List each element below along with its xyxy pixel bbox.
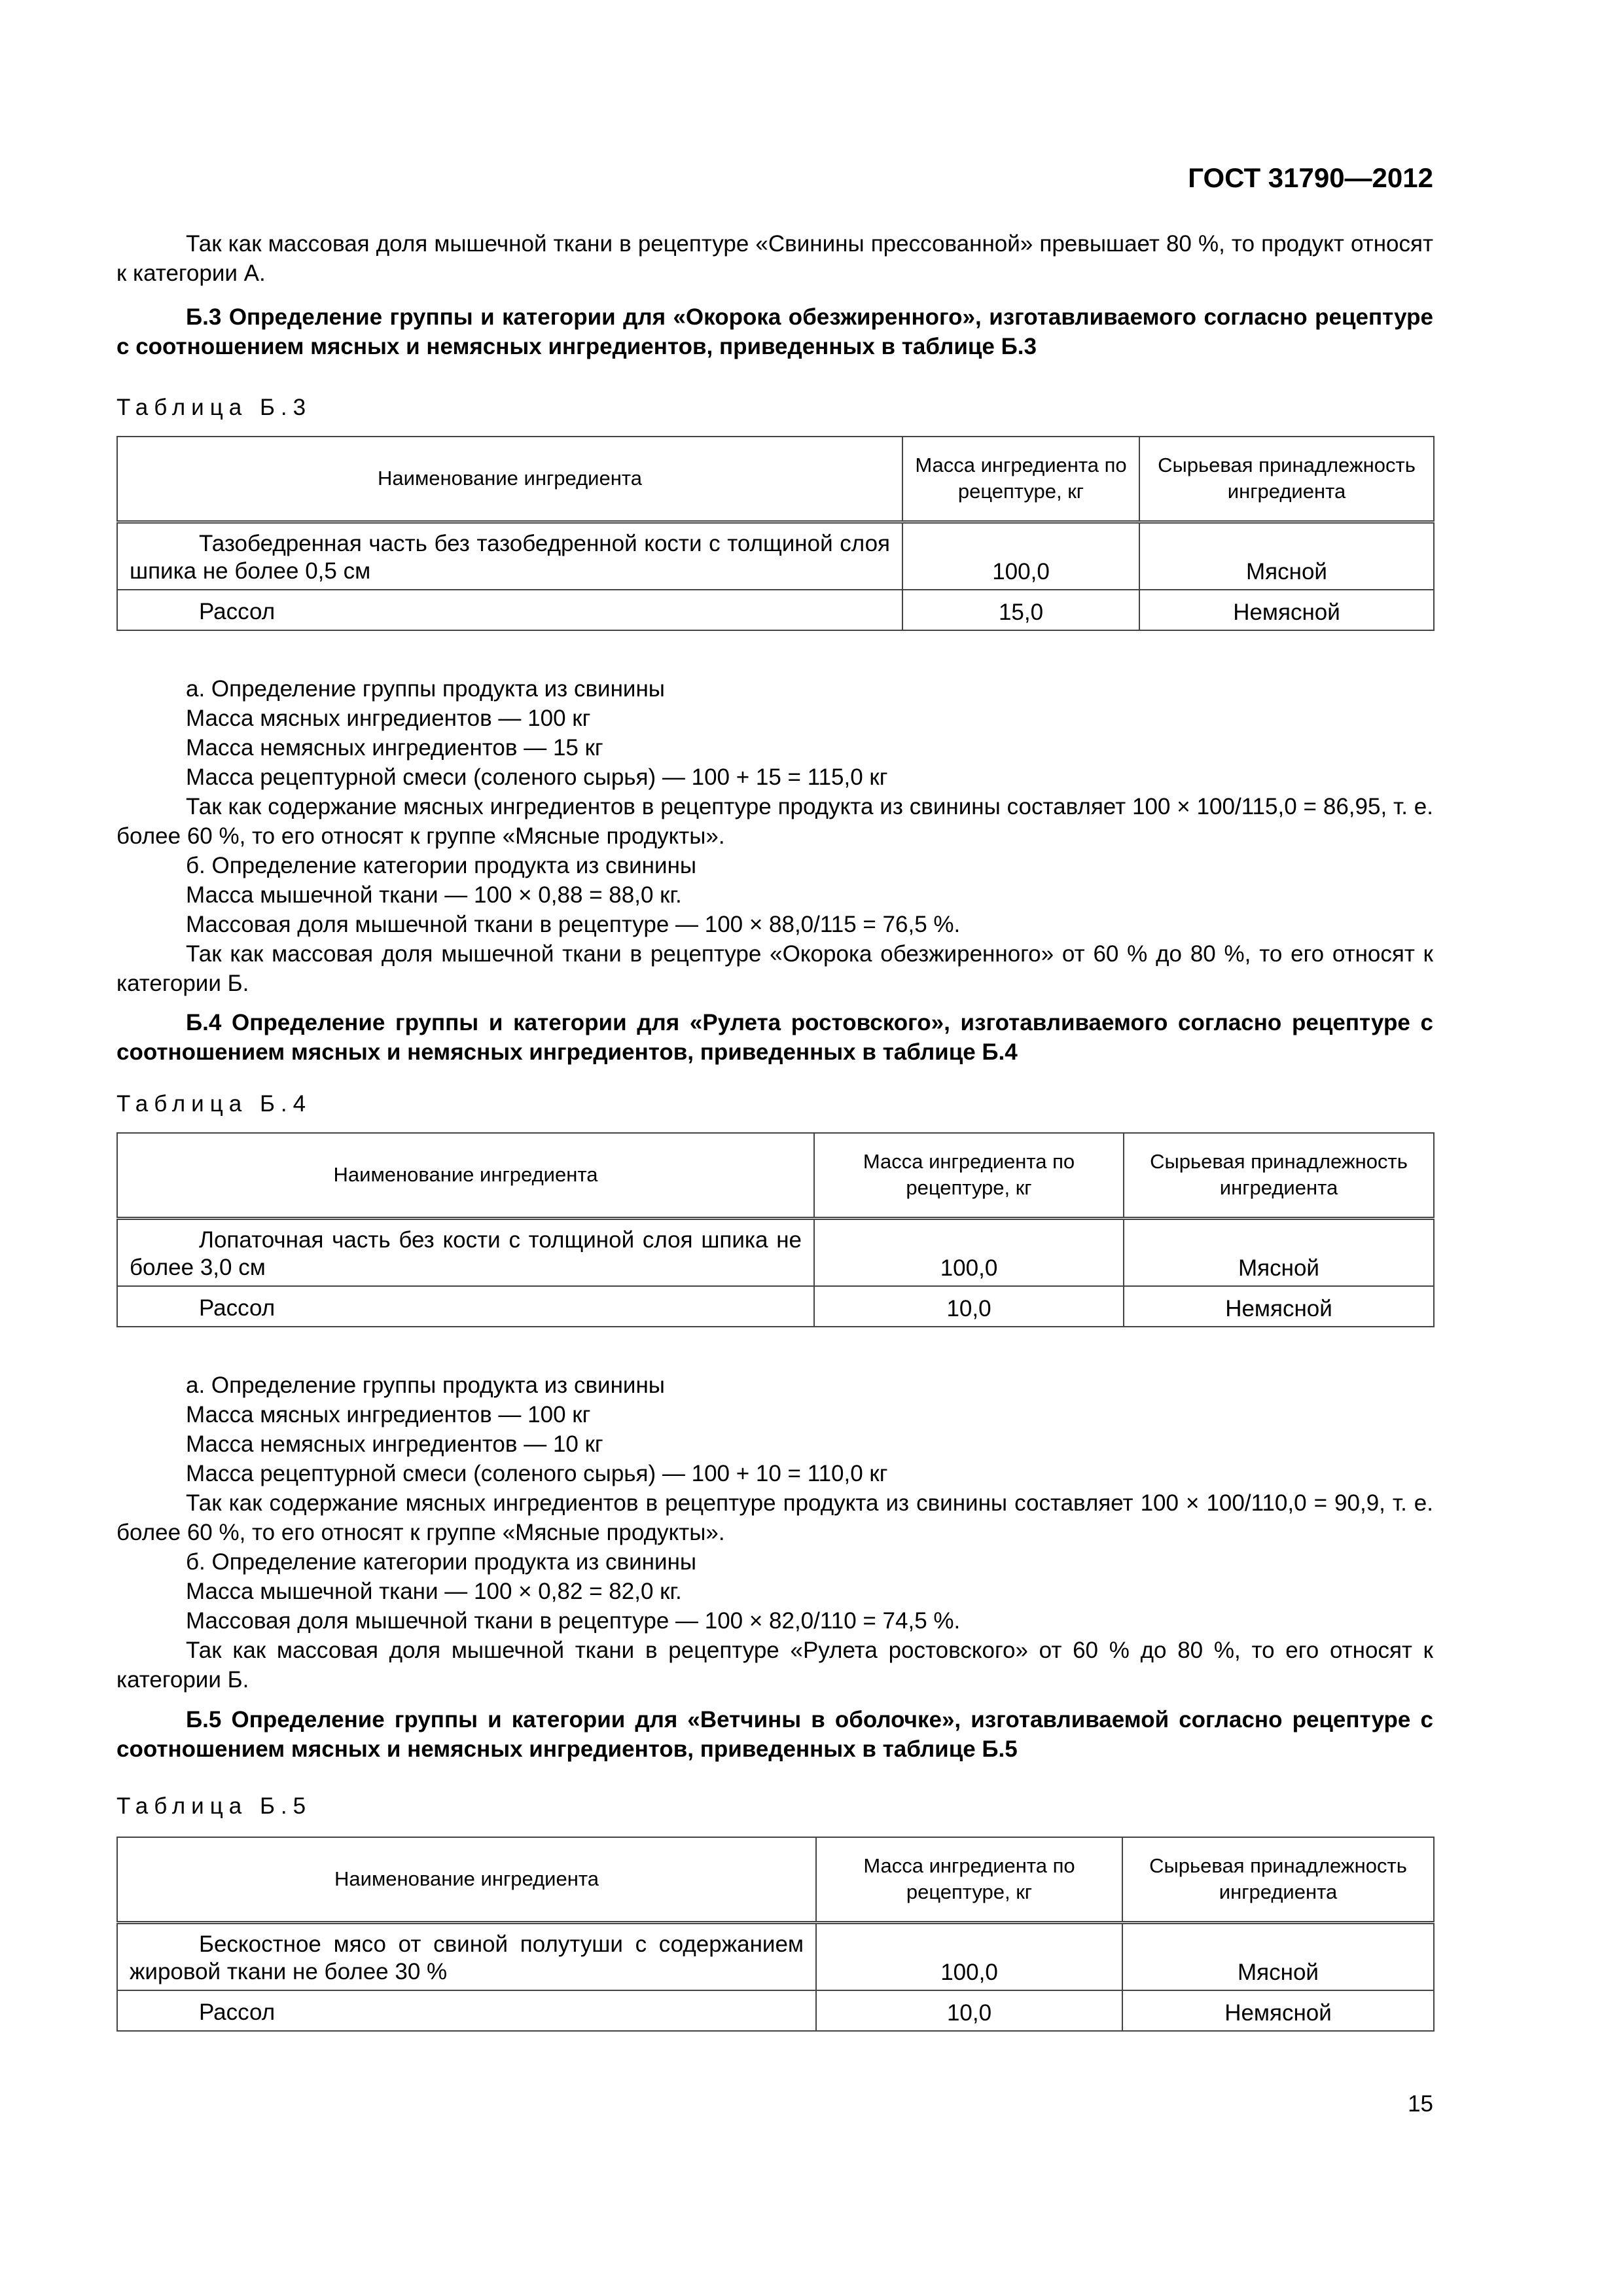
calc-line: Масса немясных ингредиентов — 10 кг: [186, 1431, 603, 1457]
ingredient-name: Рассол: [117, 590, 902, 630]
ingredient-kind: Мясной: [1124, 1218, 1434, 1286]
column-header-mass: Масса ингредиента по рецептуре, кг: [902, 437, 1139, 522]
ingredient-mass: 100,0: [902, 522, 1139, 590]
column-header-kind: Сырьевая принадлежность ингредиента: [1139, 437, 1434, 522]
page-number: 15: [1408, 2091, 1433, 2117]
calc-line: Массовая доля мышечной ткани в рецептуре — 100 × 82,0/110 = 74,5 %.: [186, 1608, 961, 1634]
table-b4: [116, 1132, 1435, 1327]
calc-line: Так как массовая доля мышечной ткани в рецептуре «Окорока обезжиренного» от 60 % до 80 %, то его относят к категории Б.: [116, 941, 1433, 996]
ingredient-mass: 15,0: [902, 590, 1139, 630]
table-row: [117, 1218, 1434, 1286]
section-b3-heading: Б.3 Определение группы и категории для «Окорока обезжиренного», изготавливаемого согласно рецептуре с соотношением мясных и немясных ингредиентов, приведенных в таблице Б.3: [116, 304, 1433, 359]
section-b4-calculations: [116, 1371, 1433, 1695]
section-b4-heading-block: [116, 1008, 1433, 1067]
ingredient-name: Тазобедренная часть без тазобедренной кости с толщиной слоя шпика не более 0,5 см: [117, 522, 902, 590]
section-b4-heading: Б.4 Определение группы и категории для «Рулета ростовского», изготавливаемого согласно рецептуре с соотношением мясных и немясных ингредиентов, приведенных в таблице Б.4: [116, 1010, 1433, 1065]
table-b5: [116, 1837, 1435, 2032]
column-header-name: Наименование ингредиента: [117, 1133, 814, 1218]
column-header-name: Наименование ингредиента: [117, 437, 902, 522]
table-b5-block: [116, 1837, 1433, 2032]
table-row: [117, 590, 1434, 630]
table-b3: [116, 436, 1435, 631]
table-b4-caption-block: [116, 1091, 1433, 1117]
table-b3-block: [116, 436, 1433, 631]
table-b5-caption-block: [116, 1793, 1433, 1820]
ingredient-kind: Мясной: [1122, 1922, 1434, 1990]
calc-line: Масса мясных ингредиентов — 100 кг: [186, 706, 591, 731]
section-b5-heading-block: [116, 1705, 1433, 1764]
calc-line: Массовая доля мышечной ткани в рецептуре — 100 × 88,0/115 = 76,5 %.: [186, 912, 961, 937]
calc-line: Масса мясных ингредиентов — 100 кг: [186, 1402, 591, 1427]
calc-line: Так как содержание мясных ингредиентов в рецептуре продукта из свинины составляет 100 × 100/115,0 = 86,95, т. е. более 60 %, то его относят к группе «Мясные продукты».: [116, 794, 1433, 849]
calc-line: Масса мышечной ткани — 100 × 0,82 = 82,0 кг.: [186, 1579, 682, 1604]
table-b3-caption-block: [116, 395, 1433, 421]
ingredient-kind: Мясной: [1139, 522, 1434, 590]
table-row: [117, 522, 1434, 590]
table-header-row: [117, 1837, 1434, 1922]
table-header-row: [117, 437, 1434, 522]
ingredient-kind: Немясной: [1124, 1286, 1434, 1327]
table-b3-caption: Таблица Б.3: [116, 395, 312, 420]
column-header-mass: Масса ингредиента по рецептуре, кг: [814, 1133, 1124, 1218]
intro-paragraph: Так как массовая доля мышечной ткани в рецептуре «Свинины прессованной» превышает 80 %, то продукт относят к категории А.: [116, 231, 1433, 286]
ingredient-name: Лопаточная часть без кости с толщиной слоя шпика не более 3,0 см: [117, 1218, 814, 1286]
calc-line: а. Определение группы продукта из свинины: [186, 1372, 665, 1398]
calc-line: Так как массовая доля мышечной ткани в рецептуре «Рулета ростовского» от 60 % до 80 %, то его относят к категории Б.: [116, 1638, 1433, 1693]
calc-line: а. Определение группы продукта из свинины: [186, 676, 665, 702]
table-row: [117, 1286, 1434, 1327]
ingredient-name: Рассол: [117, 1286, 814, 1327]
calc-line: Масса рецептурной смеси (соленого сырья) — 100 + 10 = 110,0 кг: [186, 1461, 888, 1486]
table-row: [117, 1990, 1434, 2031]
calc-line: Так как содержание мясных ингредиентов в рецептуре продукта из свинины составляет 100 × 100/110,0 = 90,9, т. е. более 60 %, то его относят к группе «Мясные продукты».: [116, 1490, 1433, 1545]
calc-line: Масса немясных ингредиентов — 15 кг: [186, 735, 603, 761]
ingredient-mass: 10,0: [816, 1990, 1122, 2031]
intro-section: [116, 229, 1433, 288]
ingredient-name: Бескостное мясо от свиной полутуши с содержанием жировой ткани не более 30 %: [117, 1922, 816, 1990]
standard-header: ГОСТ 31790—2012: [1188, 162, 1433, 193]
ingredient-mass: 100,0: [814, 1218, 1124, 1286]
column-header-kind: Сырьевая принадлежность ингредиента: [1124, 1133, 1434, 1218]
table-header-row: [117, 1133, 1434, 1218]
ingredient-kind: Немясной: [1122, 1990, 1434, 2031]
section-b3-heading-block: [116, 302, 1433, 361]
ingredient-name: Рассол: [117, 1990, 816, 2031]
calc-line: б. Определение категории продукта из свинины: [186, 853, 697, 878]
table-row: [117, 1922, 1434, 1990]
calc-line: Масса рецептурной смеси (соленого сырья) — 100 + 15 = 115,0 кг: [186, 764, 888, 790]
calc-line: б. Определение категории продукта из свинины: [186, 1549, 697, 1575]
calc-line: Масса мышечной ткани — 100 × 0,88 = 88,0 кг.: [186, 882, 682, 908]
ingredient-kind: Немясной: [1139, 590, 1434, 630]
ingredient-mass: 100,0: [816, 1922, 1122, 1990]
ingredient-mass: 10,0: [814, 1286, 1124, 1327]
table-b5-caption: Таблица Б.5: [116, 1793, 312, 1819]
table-b4-caption: Таблица Б.4: [116, 1091, 312, 1117]
section-b3-calculations: [116, 674, 1433, 998]
section-b5-heading: Б.5 Определение группы и категории для «Ветчины в оболочке», изготавливаемой согласно рецептуре с соотношением мясных и немясных ингредиентов, приведенных в таблице Б.5: [116, 1707, 1433, 1762]
column-header-kind: Сырьевая принадлежность ингредиента: [1122, 1837, 1434, 1922]
table-b4-block: [116, 1132, 1433, 1327]
column-header-mass: Масса ингредиента по рецептуре, кг: [816, 1837, 1122, 1922]
column-header-name: Наименование ингредиента: [117, 1837, 816, 1922]
